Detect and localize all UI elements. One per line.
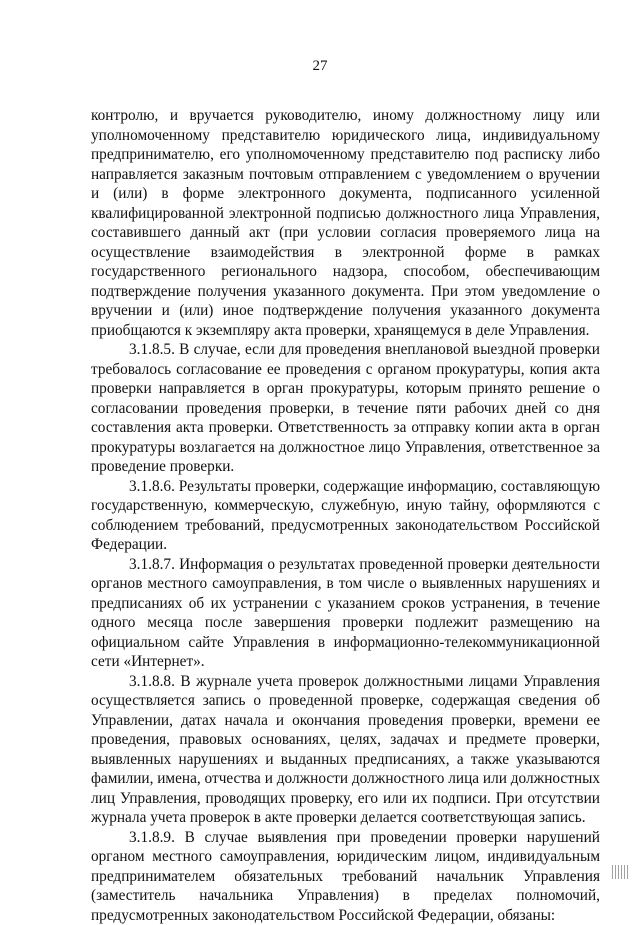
paragraph-continuation: контролю, и вручается руководителю, иному должностному лицу или уполномоченному представителю юридического лица, индивидуальному предпринимателю, его уполномоченному представителю под расписку либо направляется заказным почтовым отправлением с уведомлением о вручении и (или) в форме электронного документа, подписанного усиленной квалифицированной электронной подписью должностного лица Управления, составившего данный акт (при условии согласия проверяемого лица на осуществление взаимодействия в электронной форме в рамках государственного регионального надзора, способом, обеспечивающим подтверждение получения указанного документа. При этом уведомление о вручении и (или) иное подтверждение получения указанного документа приобщаются к экземпляру акта проверки, хранящемуся в деле Управления. [91, 106, 600, 340]
scan-artifact [612, 865, 628, 879]
page-number: 27 [0, 58, 640, 75]
paragraph-3-1-8-6: 3.1.8.6. Результаты проверки, содержащие информацию, составляющую государственную, коммерческую, служебную, иную тайну, оформляются с соблюдением требований, предусмотренных законодательством Российской Федерации. [91, 477, 600, 555]
paragraph-3-1-8-5: 3.1.8.5. В случае, если для проведения внеплановой выездной проверки требовалось согласование ее проведения с органом прокуратуры, копия акта проверки направляется в орган прокуратуры, которым принято решение о согласовании проведения проверки, в течение пяти рабочих дней со дня составления акта проверки. Ответственность за отправку копии акта в орган прокуратуры возлагается на должностное лицо Управления, ответственное за проведение проверки. [91, 340, 600, 477]
paragraph-3-1-8-7: 3.1.8.7. Информация о результатах проведенной проверки деятельности органов местного самоуправления, в том числе о выявленных нарушениях и предписаниях об их устранении с указанием сроков устранения, в течение одного месяца после завершения проверки подлежит размещению на официальном сайте Управления в информационно-телекоммуникационной сети «Интернет». [91, 555, 600, 672]
document-body [91, 106, 600, 925]
paragraph-3-1-8-9: 3.1.8.9. В случае выявления при проведении проверки нарушений органом местного самоуправления, юридическим лицом, индивидуальным предпринимателем обязательных требований начальник Управления (заместитель начальника Управления) в пределах полномочий, предусмотренных законодательством Российской Федерации, обязаны: [91, 828, 600, 925]
paragraph-3-1-8-8: 3.1.8.8. В журнале учета проверок должностными лицами Управления осуществляется запись о проведенной проверке, содержащая сведения об Управлении, датах начала и окончания проведения проверки, времени ее проведения, правовых основаниях, целях, задачах и предмете проверки, выявленных нарушениях и выданных предписаниях, а также указываются фамилии, имена, отчества и должности должностного лица или должностных лиц Управления, проводящих проверку, его или их подписи. При отсутствии журнала учета проверок в акте проверки делается соответствующая запись. [91, 672, 600, 828]
